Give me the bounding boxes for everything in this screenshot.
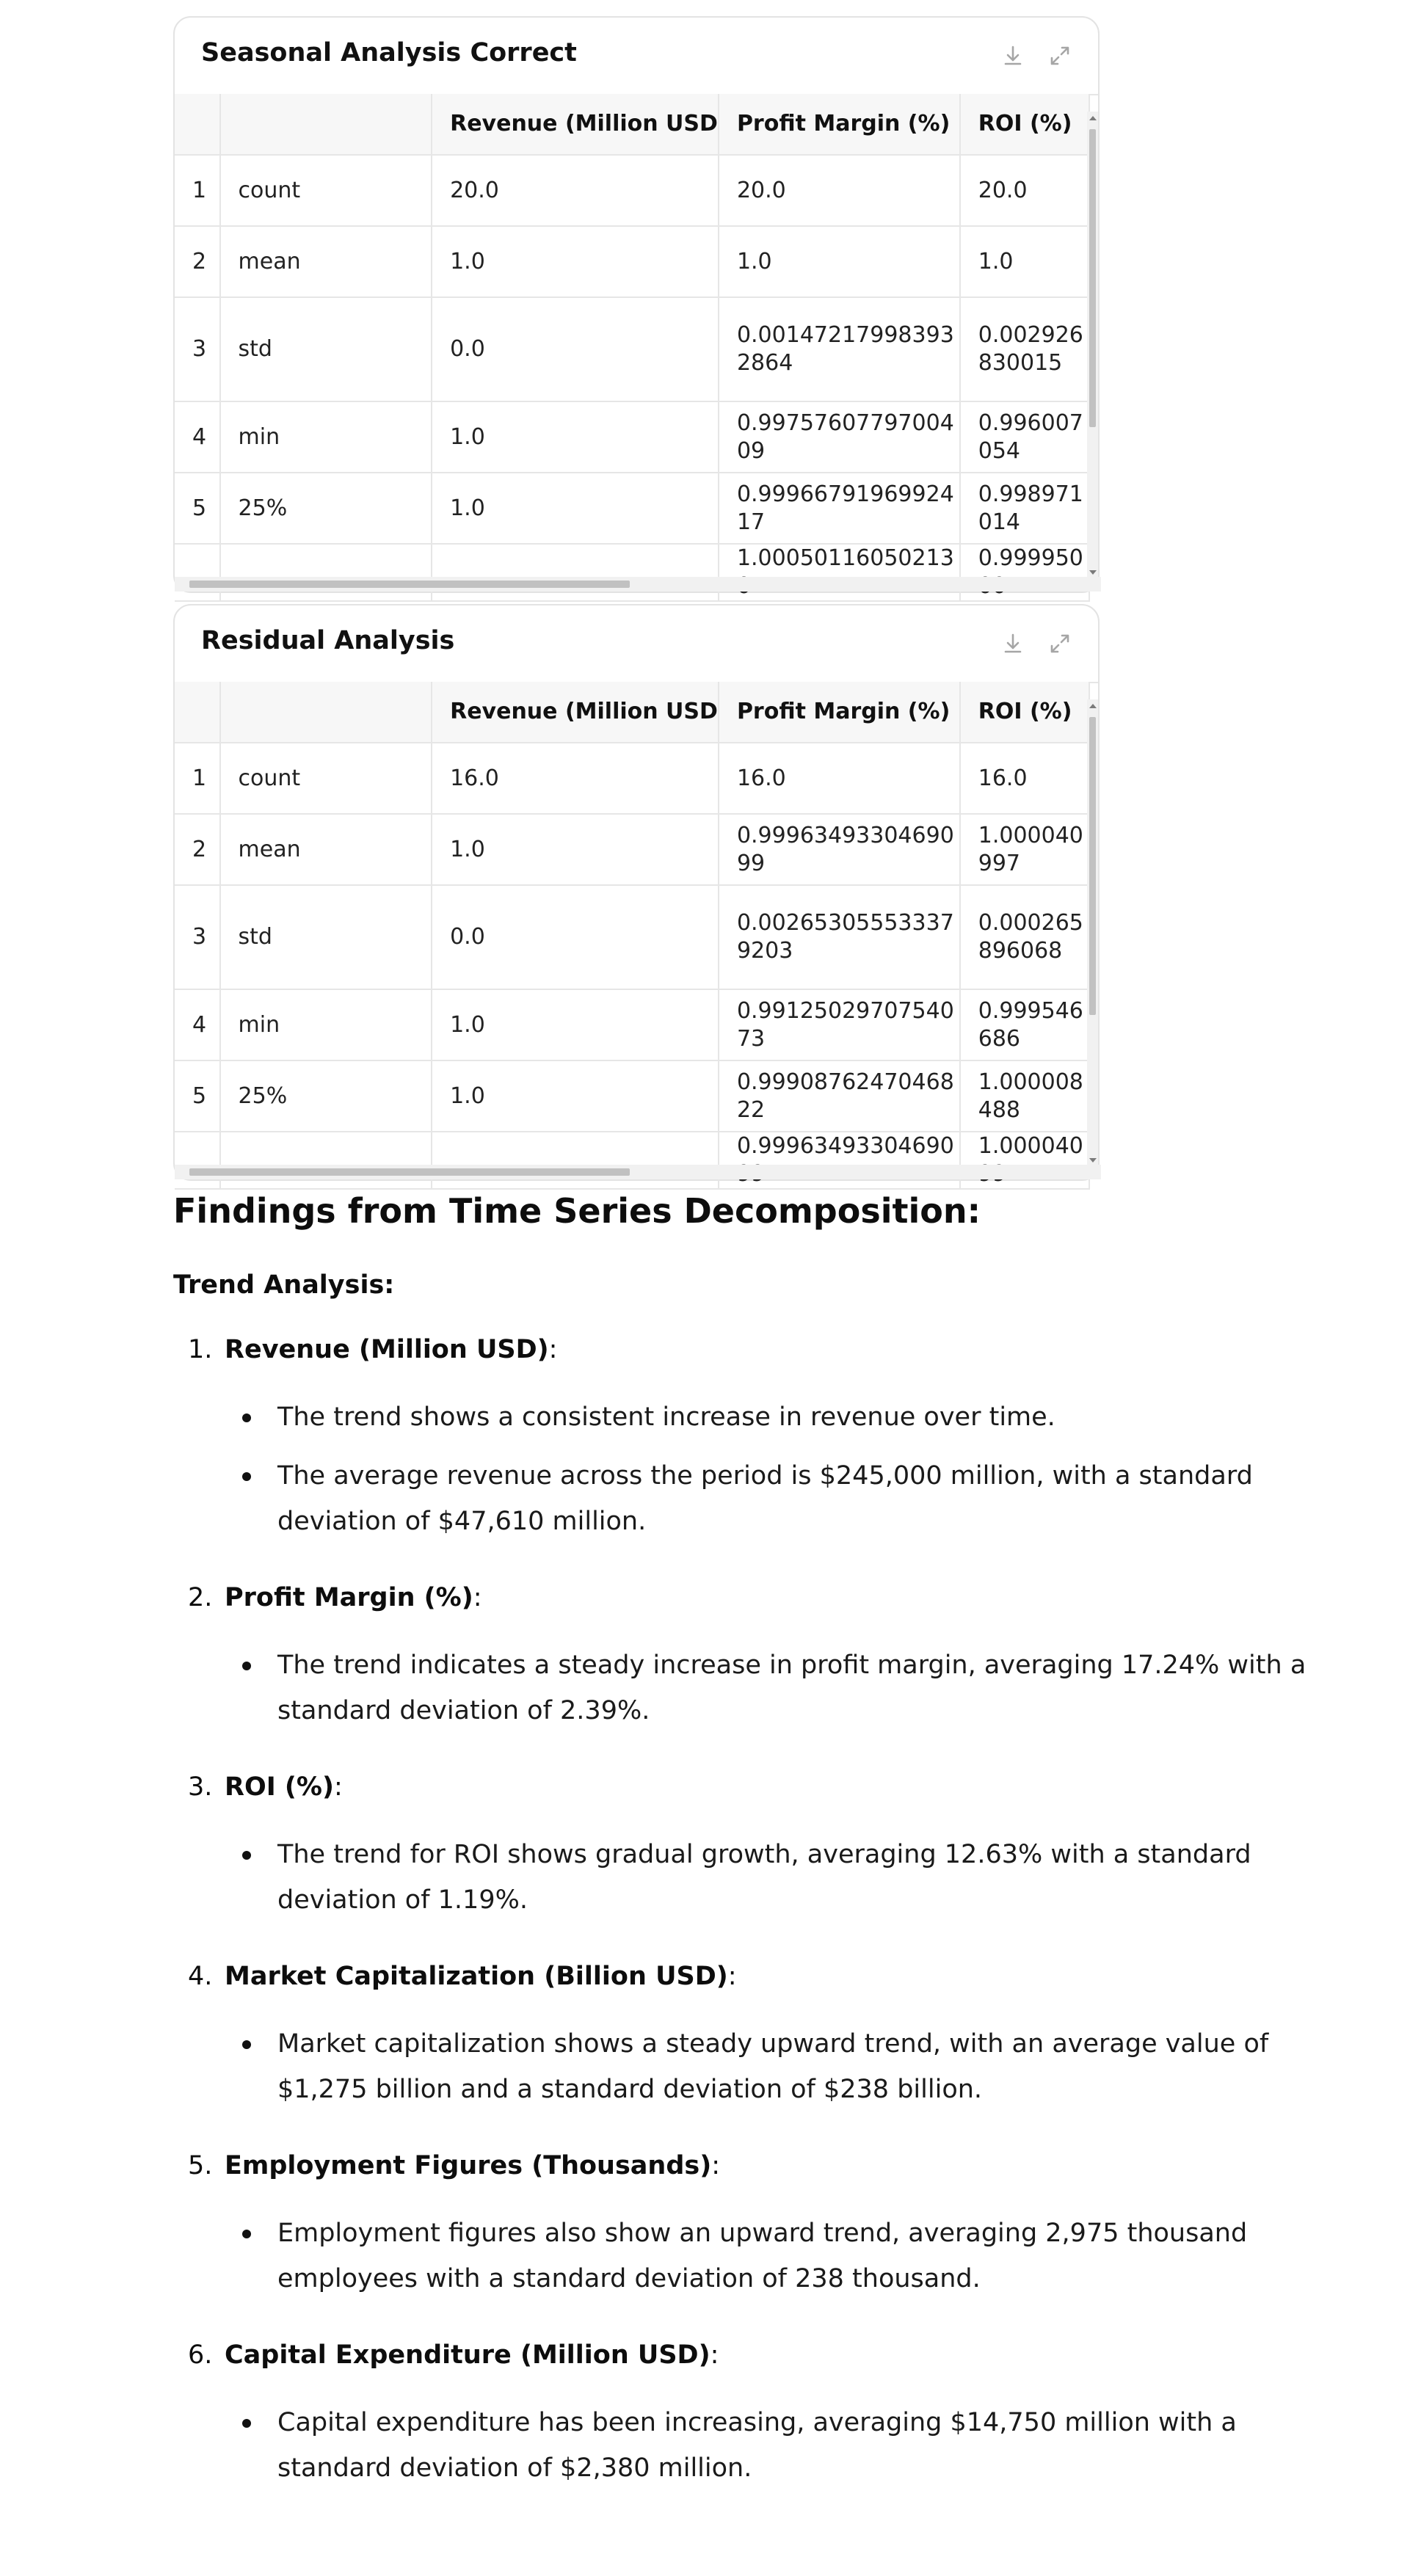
roi-cell: 1.000008488 — [960, 1060, 1089, 1132]
revenue-cell — [432, 544, 719, 601]
list-item — [173, 2337, 1348, 2491]
item-title — [225, 1958, 1348, 1995]
bullet-list — [225, 2211, 1348, 2302]
row-index: 4 — [175, 401, 220, 473]
roi-cell: 0.996007054 — [960, 401, 1089, 473]
item-title — [225, 1331, 1348, 1368]
column-header-roi[interactable]: ROI (%) — [960, 682, 1089, 743]
item-title — [225, 1769, 1348, 1805]
profit-margin-cell: 0.9996679196992417 — [719, 473, 960, 544]
scrollbar-thumb[interactable] — [189, 581, 630, 588]
card-title: Seasonal Analysis Correct — [201, 38, 577, 68]
row-index: 4 — [175, 989, 220, 1060]
item-title-text: ROI (%) — [225, 1772, 334, 1802]
row-index: 1 — [175, 743, 220, 814]
table-row — [175, 473, 1089, 544]
table-row — [175, 401, 1089, 473]
revenue-cell: 1.0 — [432, 226, 719, 297]
list-number: 1. — [188, 1335, 213, 1364]
download-icon[interactable] — [998, 629, 1028, 658]
revenue-cell: 0.0 — [432, 885, 719, 989]
list-item — [173, 1331, 1348, 1544]
table-row — [175, 885, 1089, 989]
seasonal-analysis-card — [173, 16, 1100, 593]
profit-margin-cell: 0.9975760779700409 — [719, 401, 960, 473]
roi-cell: 16.0 — [960, 743, 1089, 814]
table-row — [175, 814, 1089, 885]
profit-margin-cell: 1.00050116050213 — [719, 544, 960, 601]
row-index: 2 — [175, 814, 220, 885]
item-title — [225, 1579, 1348, 1616]
bullet-item: Market capitalization shows a steady upward trend, with an average value of $1,275 billion and a standard deviation of $238 billion. — [225, 2021, 1348, 2112]
trend-analysis-heading: Trend Analysis: — [173, 1270, 395, 1300]
table-row — [175, 297, 1089, 401]
roi-cell: 1.0 — [960, 226, 1089, 297]
bullet-item: The trend indicates a steady increase in profit margin, averaging 17.24% with a standard deviation of 2.39%. — [225, 1642, 1348, 1733]
bullet-list — [225, 2021, 1348, 2112]
stat-cell: mean — [220, 226, 432, 297]
row-index: 5 — [175, 473, 220, 544]
list-item — [173, 2147, 1348, 2302]
table-row — [175, 989, 1089, 1060]
column-header-index[interactable] — [175, 94, 220, 155]
item-title — [225, 2337, 1348, 2373]
bullet-list — [225, 2400, 1348, 2491]
card-header — [175, 18, 1098, 95]
item-title-colon: : — [473, 1583, 482, 1612]
item-title-colon: : — [548, 1335, 558, 1364]
residual-analysis-card — [173, 604, 1100, 1181]
stat-cell: 25% — [220, 1060, 432, 1132]
findings-heading: Findings from Time Series Decomposition: — [173, 1191, 981, 1231]
stat-cell: mean — [220, 814, 432, 885]
item-title-text: Employment Figures (Thousands) — [225, 2151, 712, 2180]
column-header-stat[interactable] — [220, 94, 432, 155]
stat-cell: min — [220, 989, 432, 1060]
item-title-text: Revenue (Million USD) — [225, 1335, 549, 1364]
roi-cell: 0.002926830015 — [960, 297, 1089, 401]
findings-section — [173, 1189, 1348, 2526]
stat-cell: std — [220, 885, 432, 989]
profit-margin-cell: 16.0 — [719, 743, 960, 814]
stat-cell: 25% — [220, 473, 432, 544]
bullet-item: Employment figures also show an upward trend, averaging 2,975 thousand employees with a standard deviation of 238 thousand. — [225, 2211, 1348, 2302]
expand-icon[interactable] — [1045, 41, 1075, 70]
item-title-text: Capital Expenditure (Million USD) — [225, 2340, 711, 2370]
card-title: Residual Analysis — [201, 626, 455, 655]
revenue-cell: 20.0 — [432, 155, 719, 226]
roi-cell: 1.000040997 — [960, 814, 1089, 885]
stat-cell: count — [220, 743, 432, 814]
roi-cell: 0.999546686 — [960, 989, 1089, 1060]
stat-cell: count — [220, 155, 432, 226]
revenue-cell: 1.0 — [432, 473, 719, 544]
list-number: 6. — [188, 2340, 213, 2370]
item-title — [225, 2147, 1348, 2184]
bullet-list — [225, 1642, 1348, 1733]
profit-margin-cell: 0.002653055533379203 — [719, 885, 960, 989]
data-grid[interactable] — [175, 94, 1090, 569]
table-row — [175, 1060, 1089, 1132]
table-row — [175, 155, 1089, 226]
revenue-cell: 16.0 — [432, 743, 719, 814]
list-number: 4. — [188, 1962, 213, 1991]
item-title-text: Profit Margin (%) — [225, 1583, 473, 1612]
expand-icon[interactable] — [1045, 629, 1075, 658]
vertical-scrollbar[interactable] — [1087, 699, 1098, 1165]
bullet-item: The trend shows a consistent increase in revenue over time. — [225, 1394, 1348, 1440]
column-header-roi[interactable]: ROI (%) — [960, 94, 1089, 155]
card-header — [175, 605, 1098, 683]
bullet-list — [225, 1394, 1348, 1544]
row-index: 5 — [175, 1060, 220, 1132]
data-grid[interactable] — [175, 682, 1090, 1157]
roi-cell: 0.998971014 — [960, 473, 1089, 544]
vertical-scrollbar[interactable] — [1087, 112, 1098, 577]
roi-cell: 0.000265896068 — [960, 885, 1089, 989]
column-header-index[interactable] — [175, 682, 220, 743]
list-number: 2. — [188, 1583, 213, 1612]
list-number: 3. — [188, 1772, 213, 1802]
item-title-colon: : — [711, 2151, 721, 2180]
row-index: 3 — [175, 297, 220, 401]
table-row-partial — [175, 1132, 1089, 1189]
scroll-up-arrow-icon[interactable] — [1089, 704, 1097, 708]
header-row — [175, 682, 1089, 743]
item-title-text: Market Capitalization (Billion USD) — [225, 1962, 728, 1991]
stats-table — [175, 682, 1090, 1190]
profit-margin-cell: 0.9912502970754073 — [719, 989, 960, 1060]
bullet-item: The trend for ROI shows gradual growth, averaging 12.63% with a standard deviation of 1.19%. — [225, 1832, 1348, 1923]
revenue-cell: 1.0 — [432, 989, 719, 1060]
list-item — [173, 1769, 1348, 1923]
item-title-colon: : — [710, 2340, 719, 2370]
scroll-down-arrow-icon[interactable] — [1089, 1158, 1097, 1163]
roi-cell: 0.999950 — [960, 544, 1089, 601]
column-header-stat[interactable] — [220, 682, 432, 743]
profit-margin-cell: 20.0 — [719, 155, 960, 226]
list-item — [173, 1579, 1348, 1733]
stat-cell: min — [220, 401, 432, 473]
findings-list — [173, 1331, 1348, 2491]
scrollbar-thumb[interactable] — [1089, 717, 1096, 1015]
row-index — [175, 1132, 220, 1189]
table-row — [175, 226, 1089, 297]
column-header-revenue[interactable]: Revenue (Million USD — [432, 682, 719, 743]
row-index: 3 — [175, 885, 220, 989]
bullet-list — [225, 1832, 1348, 1923]
roi-cell: 1.000040 — [960, 1132, 1089, 1189]
table-row — [175, 743, 1089, 814]
profit-margin-cell: 0.99963493304690 — [719, 1132, 960, 1189]
revenue-cell: 1.0 — [432, 814, 719, 885]
stat-cell — [220, 544, 432, 601]
revenue-cell — [432, 1132, 719, 1189]
bullet-item: Capital expenditure has been increasing, averaging $14,750 million with a standard deviation of $2,380 million. — [225, 2400, 1348, 2491]
profit-margin-cell: 0.9996349330469099 — [719, 814, 960, 885]
profit-margin-cell: 1.0 — [719, 226, 960, 297]
list-number: 5. — [188, 2151, 213, 2180]
horizontal-scrollbar[interactable] — [175, 1165, 1101, 1179]
stat-cell — [220, 1132, 432, 1189]
scrollbar-thumb[interactable] — [1089, 129, 1096, 427]
bullet-item: The average revenue across the period is $245,000 million, with a standard deviation of $47,610 million. — [225, 1453, 1348, 1544]
download-icon[interactable] — [998, 41, 1028, 70]
horizontal-scrollbar[interactable] — [175, 577, 1101, 592]
scrollbar-thumb[interactable] — [189, 1168, 630, 1176]
revenue-cell: 0.0 — [432, 297, 719, 401]
scroll-up-arrow-icon[interactable] — [1089, 116, 1097, 120]
column-header-profit-margin[interactable]: Profit Margin (%) — [719, 682, 960, 743]
scroll-down-arrow-icon[interactable] — [1089, 570, 1097, 575]
revenue-cell: 1.0 — [432, 401, 719, 473]
column-header-profit-margin[interactable]: Profit Margin (%) — [719, 94, 960, 155]
list-item — [173, 1958, 1348, 2112]
item-title-colon: : — [727, 1962, 737, 1991]
header-row — [175, 94, 1089, 155]
stat-cell: std — [220, 297, 432, 401]
profit-margin-cell: 0.9990876247046822 — [719, 1060, 960, 1132]
item-title-colon: : — [333, 1772, 343, 1802]
row-index: 2 — [175, 226, 220, 297]
stats-table — [175, 94, 1090, 602]
revenue-cell: 1.0 — [432, 1060, 719, 1132]
column-header-revenue[interactable]: Revenue (Million USD — [432, 94, 719, 155]
row-index: 1 — [175, 155, 220, 226]
profit-margin-cell: 0.001472179983932864 — [719, 297, 960, 401]
roi-cell: 20.0 — [960, 155, 1089, 226]
table-row-partial — [175, 544, 1089, 601]
row-index — [175, 544, 220, 601]
